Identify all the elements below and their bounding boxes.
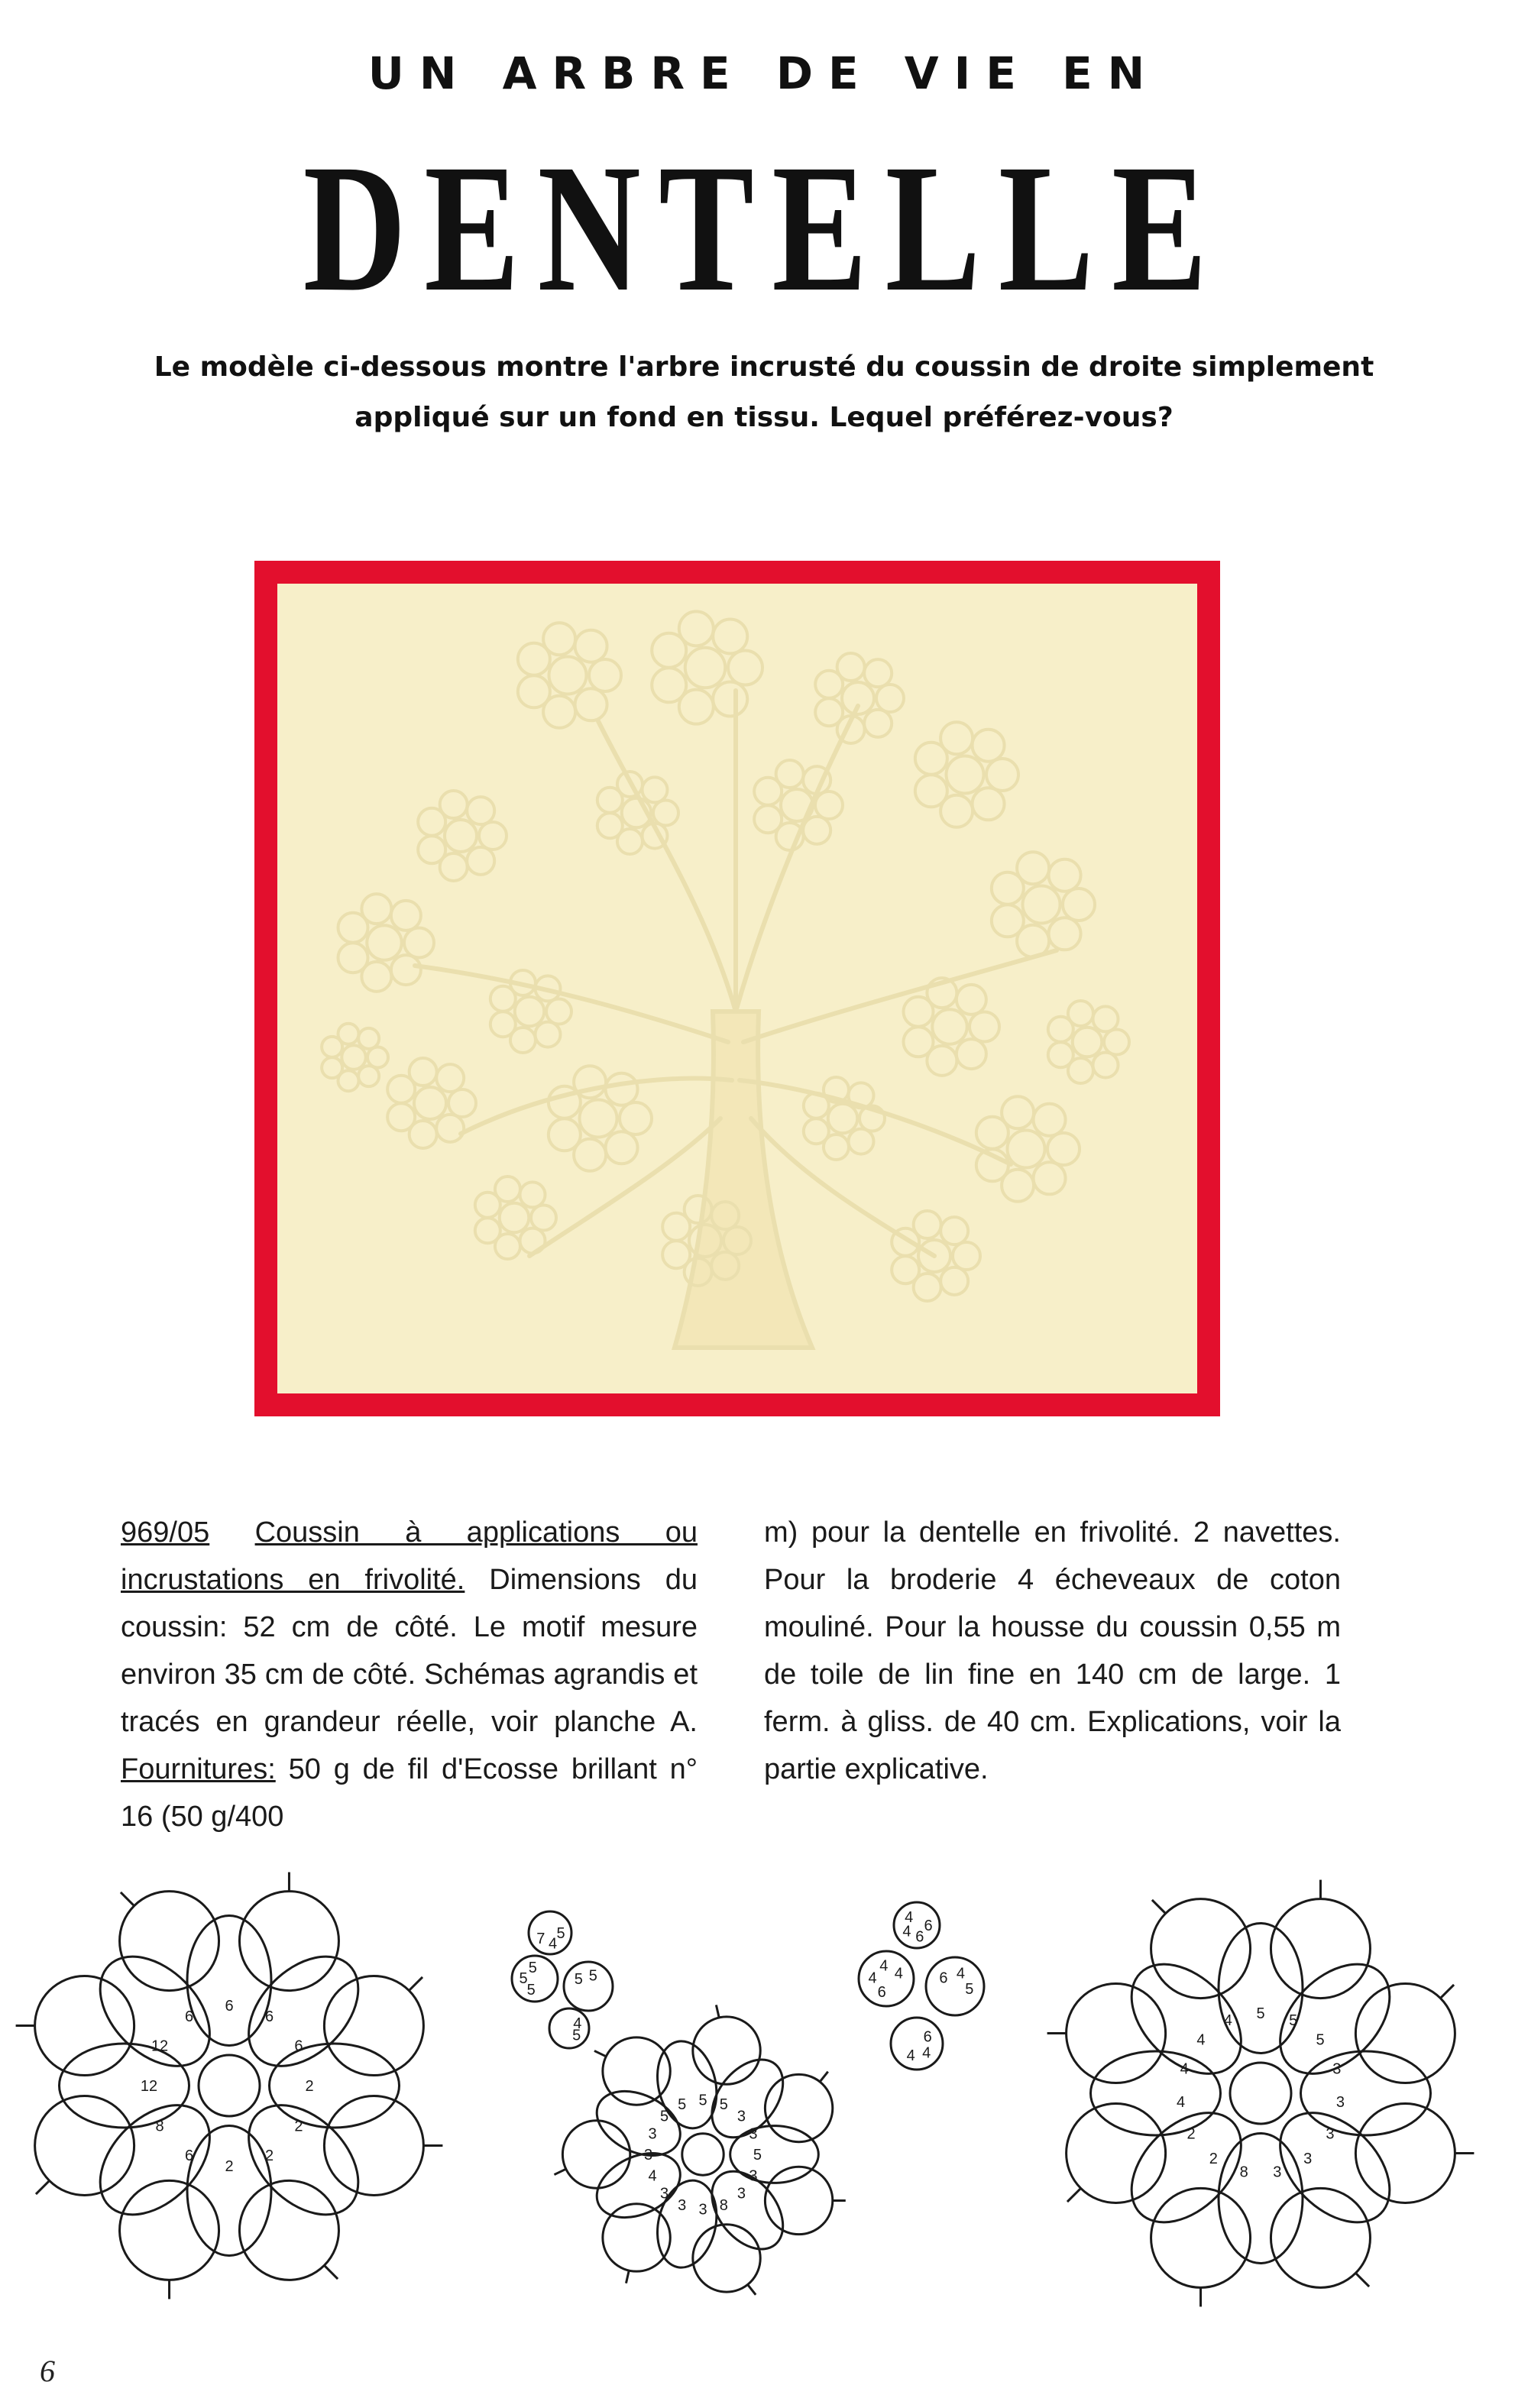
diagram-count-label: 5 [519,1969,528,1987]
diagram-count-label: 6 [923,2028,932,2046]
diagram-count-label: 3 [1303,2150,1313,2167]
lace-rosette [322,1024,388,1091]
diagram-count-label: 4 [1196,2031,1206,2049]
diagram-count-label: 4 [1223,2012,1232,2030]
caption-right-column [764,1509,1341,1793]
diagram-count-label: 5 [528,1960,537,1977]
tree-branch [415,966,728,1042]
page-number: 6 [40,2354,55,2388]
diagram-count-label: 3 [1273,2164,1282,2181]
caption-left-column [121,1509,698,1840]
intro-line-2: appliqué sur un fond en tissu. Lequel préférez-vous? [354,402,1174,433]
diagram-count-label: 6 [184,2147,194,2164]
diagram-count-label: 6 [939,1969,948,1987]
diagram-count-label: 5 [1256,2005,1265,2022]
diagram-count-label: 3 [736,2108,746,2125]
diagram-count-label: 4 [648,2167,657,2185]
diagram-count-label: 6 [924,1918,933,1934]
diagram-count-label: 3 [1332,2060,1342,2078]
tree-branch [598,721,736,1011]
lace-rosette [976,1096,1080,1202]
diagram-count-label: 2 [1209,2150,1218,2167]
tree-branch [461,1079,732,1134]
diagram-count-label: 4 [879,1957,889,1975]
diagram-count-label: 4 [548,1935,558,1953]
diagram-count-label: 4 [573,2015,582,2032]
diagram-count-label: 5 [753,2147,762,2164]
lace-rosette [518,623,621,728]
diagram-count-label: 2 [305,2078,314,2095]
lace-rosette [652,611,762,723]
lace-rosette [338,894,434,992]
diagram-count-label: 4 [902,1923,911,1940]
diagram-count-label: 3 [644,2147,653,2164]
lace-rosette [992,852,1095,957]
tatting-diagram-d4 [859,1902,984,2070]
diagram-count-label: 6 [915,1928,924,1946]
diagram-count-label: 4 [922,2044,931,2062]
diagram-count-label: 8 [155,2118,164,2135]
caption-supplies-label: Fournitures: [121,1753,276,1785]
diagram-count-label: 5 [1316,2031,1325,2049]
diagram-count-label: 2 [294,2118,303,2135]
diagram-count-label: 5 [574,1971,583,1989]
diagram-count-label: 3 [749,2125,758,2143]
diagram-count-label: 6 [294,2037,303,2055]
tatting-diagrams [0,1864,1528,2353]
intro-line-1: Le modèle ci-dessous montre l'arbre incrusté du coussin de droite simplement [154,351,1374,383]
diagram-count-label: 3 [648,2125,657,2143]
diagram-count-label: 5 [659,2108,669,2125]
diagram-count-label: 4 [905,1909,914,1927]
diagram-count-label: 5 [556,1925,565,1942]
diagram-count-label: 8 [719,2196,728,2214]
tatting-diagram-d3 [554,2005,845,2294]
caption-dimensions: Dimensions du coussin: 52 cm de côté. Le motif mesure environ 35 cm de côté. Schémas agrandis et tracés en grandeur réelle, voir planche A. [121,1564,698,1738]
diagram-count-label: 5 [526,1982,536,1999]
tatting-diagram-d2 [512,1911,613,2048]
photo-frame [254,561,1220,1416]
lace-rosette [418,791,507,881]
diagram-count-label: 12 [140,2078,158,2095]
diagram-count-label: 12 [151,2037,169,2055]
diagram-count-label: 4 [906,2047,915,2065]
tree-branch [736,706,858,1011]
tree-branch [743,950,1057,1042]
lace-rosette [815,653,904,743]
tree-branch [529,1118,720,1256]
diagram-count-label: 7 [536,1930,545,1947]
caption-title: Coussin à applications ou incrustations en frivolité. [121,1516,698,1596]
caption-continued: m) pour la dentelle en frivolité. 2 navettes. Pour la broderie 4 écheveaux de coton mouliné. Pour la housse du coussin 0,55 m de toile de lin fine en 140 cm de large. 1 ferm. à gliss. de 40 cm. Explications, voir la partie explicative. [764,1516,1341,1785]
diagram-count-label: 8 [1239,2164,1248,2181]
diagram-count-label: 6 [877,1984,886,2002]
diagram-count-label: 6 [264,2008,274,2026]
diagram-count-label: 3 [1326,2125,1335,2143]
tree-trunk [675,1011,812,1348]
intro-text [122,342,1406,443]
diagram-count-label: 5 [588,1967,597,1985]
diagram-count-label: 6 [184,2008,194,2026]
diagram-count-label: 4 [956,1965,966,1982]
page-title: DENTELLE [303,126,1225,329]
diagram-count-label: 3 [698,2201,707,2219]
tree-of-life-photo [277,584,1197,1393]
lace-tree-illustration [277,584,1197,1393]
lace-rosette [387,1058,476,1148]
lace-rosette [549,1066,652,1171]
diagram-count-label: 2 [225,2158,234,2175]
caption-supplies-text: 50 g de fil d'Ecosse brillant n° 16 (50 g/400 [121,1753,698,1833]
lace-rosette [475,1176,556,1259]
diagram-count-label: 4 [1180,2060,1189,2078]
diagram-count-label: 5 [698,2092,707,2109]
diagram-count-label: 5 [965,1980,974,1998]
lace-rosette [904,978,999,1076]
diagram-count-label: 2 [1186,2125,1196,2143]
diagram-count-label: 5 [719,2096,728,2114]
diagram-count-label: 4 [1177,2093,1186,2111]
lace-rosette [1048,1001,1129,1083]
diagram-count-label: 2 [264,2147,274,2164]
tatting-diagram-d5 [1047,1880,1475,2307]
caption-reference: 969/05 [121,1516,210,1549]
lace-rosette [915,722,1018,827]
diagram-count-label: 5 [1289,2012,1298,2030]
diagram-count-label: 5 [572,2027,581,2044]
diagram-count-label: 3 [1335,2093,1345,2111]
lace-rosette [804,1077,885,1160]
diagram-count-label: 4 [868,1969,877,1987]
diagram-count-label: 4 [894,1965,903,1982]
tatting-diagram-d1 [16,1872,443,2300]
kicker-heading: UN ARBRE DE VIE EN [367,47,1161,99]
lace-rosette [597,772,678,854]
diagram-count-label: 3 [659,2185,669,2202]
diagram-count-label: 5 [678,2096,687,2114]
diagram-count-label: 3 [678,2196,687,2214]
diagram-count-label: 3 [736,2185,746,2202]
diagram-count-label: 6 [225,1998,234,2015]
diagram-count-label: 3 [749,2167,758,2185]
